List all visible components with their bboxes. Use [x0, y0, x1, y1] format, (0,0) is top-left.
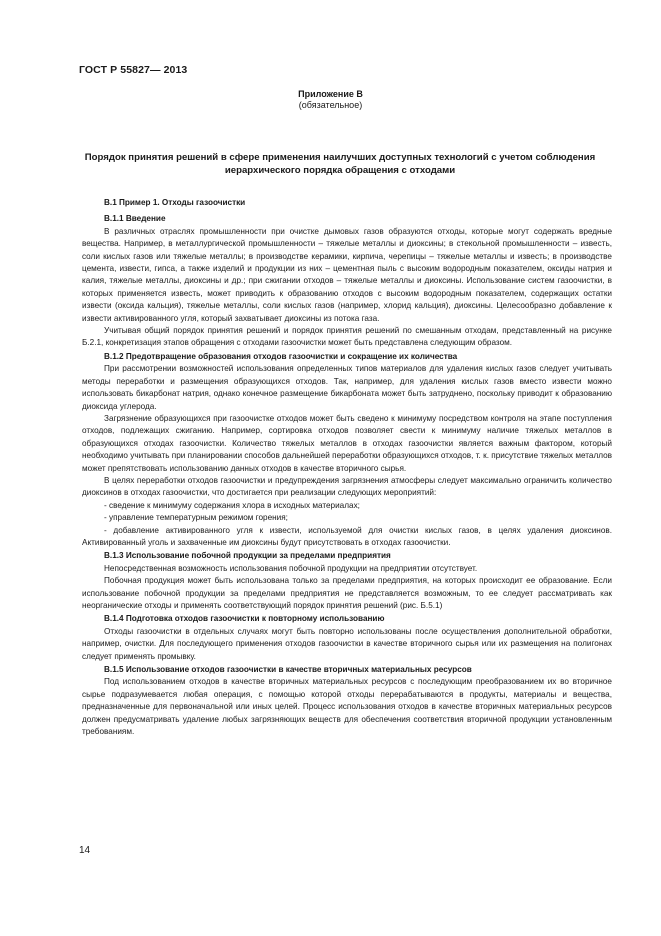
page-number: 14: [79, 845, 91, 856]
heading-b14: В.1.4 Подготовка отходов газоочистки к повторному использованию: [104, 614, 385, 624]
section-title: Порядок принятия решений в сфере применения наилучших доступных технологий с учетом соблюдения иерархического порядка обращения с отходами: [84, 152, 596, 176]
paragraph: В различных отраслях промышленности при очистке дымовых газов образуются отходы, которые могут содержать вредные вещества. Например, в металлургической промышленности – тяжелые металлы и диоксины; в стекольной промышленности – известь, соли кислых газов или тяжелые металлы; в производстве керамики, кирпича, черепицы – тяжелые металлы и известь; в производстве цемента, извести, гипса, а также изделий и продукции из них – цементная пыль с высоким водородным показателем, оксиды натрия и калия, тяжелые металлы, диоксины и др.; при сжигании отходов – тяжелые металлы и диоксины. Использование систем газоочистки, в которых применяется известь, может приводить к образованию отходов с высоким водородным показателем, содержащих остатки извести (оксида кальция), тяжелые металлы, соли кислых газов (например, хлорид кальция), диоксины. Целесообразно добавление к извести активированного угля, который захватывает диоксины из потока газа.: [82, 226, 612, 323]
heading-b1: В.1 Пример 1. Отходы газоочистки: [104, 198, 246, 207]
heading-b13: В.1.3 Использование побочной продукции за пределами предприятия: [104, 551, 391, 561]
paragraph: Под использованием отходов в качестве вторичных материальных ресурсов с последующим преобразованием их во вторичное сырье подразумевается любая операция, с помощью которой отходы перерабатываются в продукты, материалы и вещества, предназначенные для первоначальной или иных целей. Процесс использования отходов в качестве вторичных материальных ресурсов должен предусматривать удаление любых загрязняющих веществ для обеспечения соответствия вторичной продукции установленным требованиям.: [82, 677, 612, 737]
paragraph: Учитывая общий порядок принятия решений и порядок принятия решений по смешанным отходам, представленный на рисунке Б.2.1, конкретизация этапов обращения с отходами газоочистки может быть представлена следующим образом.: [82, 326, 612, 348]
appendix-note: (обязательное): [298, 100, 363, 110]
paragraph: Загрязнение образующихся при газоочистке отходов может быть сведено к минимуму посредством контроля на этапе поступления отходов, подлежащих сжиганию. Например, сортировка отходов позволяет свести к минимуму наличие тяжелых металлов в образующихся отходах газоочистки. Количество тяжелых металлов в отходах газоочистки является важным фактором, который необходимо учитывать при планировании способов дальнейшей переработки образующихся отходов, т. к. присутствие тяжелых металлов может препятствовать использованию данных отходов в качестве вторичного сырья.: [82, 413, 612, 473]
heading-b11: В.1.1 Введение: [104, 214, 166, 224]
paragraph: В целях переработки отходов газоочистки и предупреждения загрязнения атмосферы следует максимально ограничить количество диоксинов в отходах газоочистки, что достигается при реализации следующих мероприятий:: [82, 475, 612, 498]
list-item: - сведение к минимуму содержания хлора в исходных материалах;: [104, 500, 360, 510]
list-item: - добавление активированного угля к извести, используемой для очистки кислых газов, в целях удаления диоксинов. Активированный уголь и захваченные им диоксины будут присутствовать в отходах газоочистки.: [82, 525, 612, 547]
paragraph: Побочная продукция может быть использована только за пределами предприятия, на которых происходит ее образование. Если использование побочной продукции за пределами предприятия не представляется возможным, то ее следует рассматривать как неорганические отходы и применять соответствующий порядок принятия решений (рис. Б.5.1): [82, 576, 612, 610]
heading-b15: В.1.5 Использование отходов газоочистки в качестве вторичных материальных ресурсов: [104, 665, 472, 675]
paragraph: При рассмотрении возможностей использования определенных типов материалов для удаления кислых газов следует учитывать методы переработки и размещения образующихся отходов. Так, например, для удаления кислых газов вместо извести можно использовать бикарбонат натрия, однако конечное размещение бикарбоната может быть затруднено, поскольку приводит к образованию диоксида углерода.: [82, 364, 612, 411]
heading-b12: В.1.2 Предотвращение образования отходов газоочистки и сокращение их количества: [104, 351, 458, 361]
list-item: - управление температурным режимом горения;: [104, 513, 288, 523]
paragraph: Непосредственная возможность использования побочной продукции на предприятии отсутствует.: [104, 563, 478, 573]
appendix-title: Приложение В: [298, 89, 363, 99]
paragraph: Отходы газоочистки в отдельных случаях могут быть повторно использованы после осуществления дополнительной обработки, например, очистки. Для последующего применения отходов газоочистки в качестве вторичного сырья или их размещения на полигонах следует применять промывку.: [82, 626, 612, 661]
document-header: ГОСТ Р 55827— 2013: [79, 64, 188, 76]
document-body: [82, 197, 612, 738]
